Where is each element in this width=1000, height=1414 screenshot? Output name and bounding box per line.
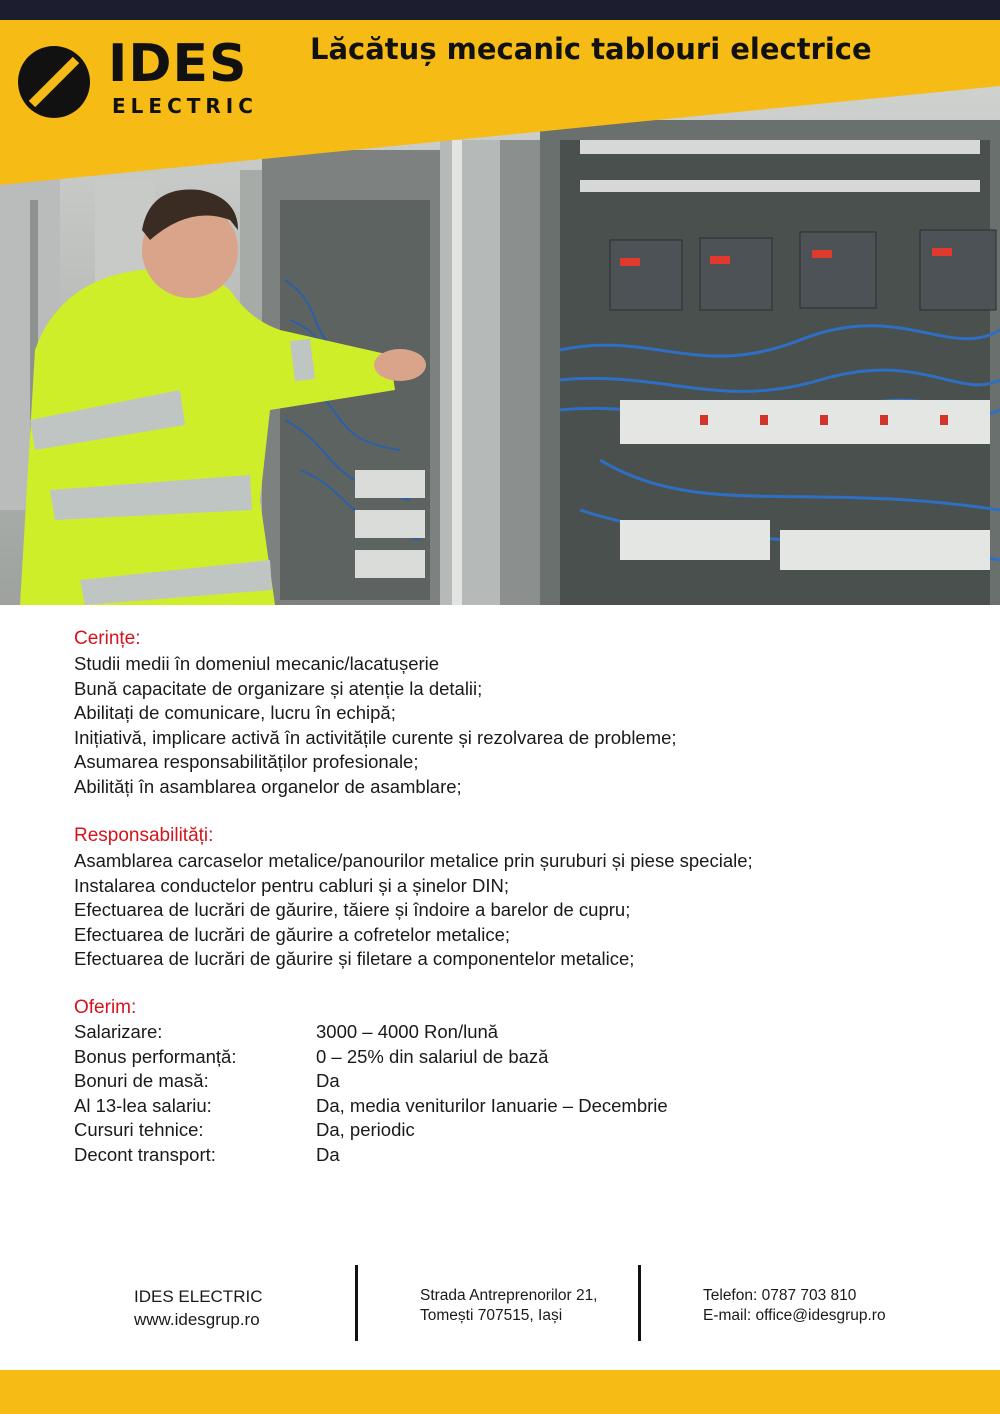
offer-value: Da	[316, 1143, 340, 1165]
table-row	[74, 1020, 668, 1045]
requirements-list	[74, 652, 677, 800]
table-row	[74, 1143, 668, 1168]
offer-value: 0 – 25% din salariul de bază	[316, 1045, 549, 1067]
offer-value: 3000 – 4000 Ron/lună	[316, 1021, 499, 1042]
top-dark-bar	[0, 0, 1000, 20]
offer-label: Bonuri de masă:	[74, 1070, 209, 1092]
offer-table	[74, 1020, 668, 1168]
footer-contact-block	[703, 1286, 886, 1326]
list-item: Bună capacitate de organizare și atenție la detalii;	[74, 677, 483, 699]
offer-value: Da, media veniturilor Ianuarie – Decembrie	[316, 1094, 668, 1116]
footer-address-line2: Tomești 707515, Iași	[420, 1307, 563, 1324]
footer-company-block	[134, 1285, 262, 1331]
brand-name: IDES	[108, 34, 248, 94]
footer-divider	[638, 1265, 641, 1341]
list-item: Abilități în asamblarea organelor de asamblare;	[74, 775, 462, 797]
footer-address-line1: Strada Antreprenorilor 21,	[420, 1287, 598, 1304]
offer-label: Bonus performanță:	[74, 1045, 237, 1067]
offer-label: Al 13-lea salariu:	[74, 1094, 212, 1116]
offer-value: Da, periodic	[316, 1119, 415, 1141]
table-row	[74, 1118, 668, 1143]
footer-email[interactable]: E-mail: office@idesgrup.ro	[703, 1307, 886, 1324]
footer-phone[interactable]: Telefon: 0787 703 810	[703, 1287, 857, 1304]
footer-company: IDES ELECTRIC	[134, 1287, 263, 1306]
table-row	[74, 1045, 668, 1070]
table-row	[74, 1094, 668, 1119]
footer-divider	[355, 1265, 358, 1341]
page-title: Lăcătuș mecanic tablouri electrice	[310, 32, 872, 66]
table-row	[74, 1069, 668, 1094]
offer-label: Cursuri tehnice:	[74, 1119, 204, 1141]
offer-title: Oferim:	[74, 997, 137, 1018]
brand-sub: ELECTRIC	[112, 94, 258, 118]
offer-value: Da	[316, 1070, 340, 1092]
list-item: Efectuarea de lucrări de găurire, tăiere și îndoire a barelor de cupru;	[74, 899, 631, 921]
footer-address-block	[420, 1286, 598, 1326]
list-item: Asumarea responsabilităților profesionale;	[74, 751, 419, 773]
list-item: Instalarea conductelor pentru cabluri și a șinelor DIN;	[74, 874, 509, 896]
ides-logo-icon	[18, 46, 90, 118]
offer-label: Decont transport:	[74, 1143, 216, 1165]
list-item: Efectuarea de lucrări de găurire a cofretelor metalice;	[74, 923, 510, 945]
offer-label: Salarizare:	[74, 1021, 163, 1042]
list-item: Efectuarea de lucrări de găurire și filetare a componentelor metalice;	[74, 948, 635, 970]
list-item: Inițiativă, implicare activă în activitățile curente și rezolvarea de probleme;	[74, 726, 677, 748]
bottom-yellow-bar	[0, 1370, 1000, 1414]
responsibilities-title: Responsabilități:	[74, 825, 214, 846]
list-item: Asamblarea carcaselor metalice/panourilor metalice prin șuruburi și piese speciale;	[74, 850, 753, 871]
requirements-title: Cerințe:	[74, 628, 141, 649]
list-item: Studii medii în domeniul mecanic/lacatușerie	[74, 653, 440, 674]
footer-website[interactable]: www.idesgrup.ro	[134, 1310, 260, 1329]
responsibilities-list	[74, 849, 753, 972]
list-item: Abilitați de comunicare, lucru în echipă;	[74, 702, 396, 724]
